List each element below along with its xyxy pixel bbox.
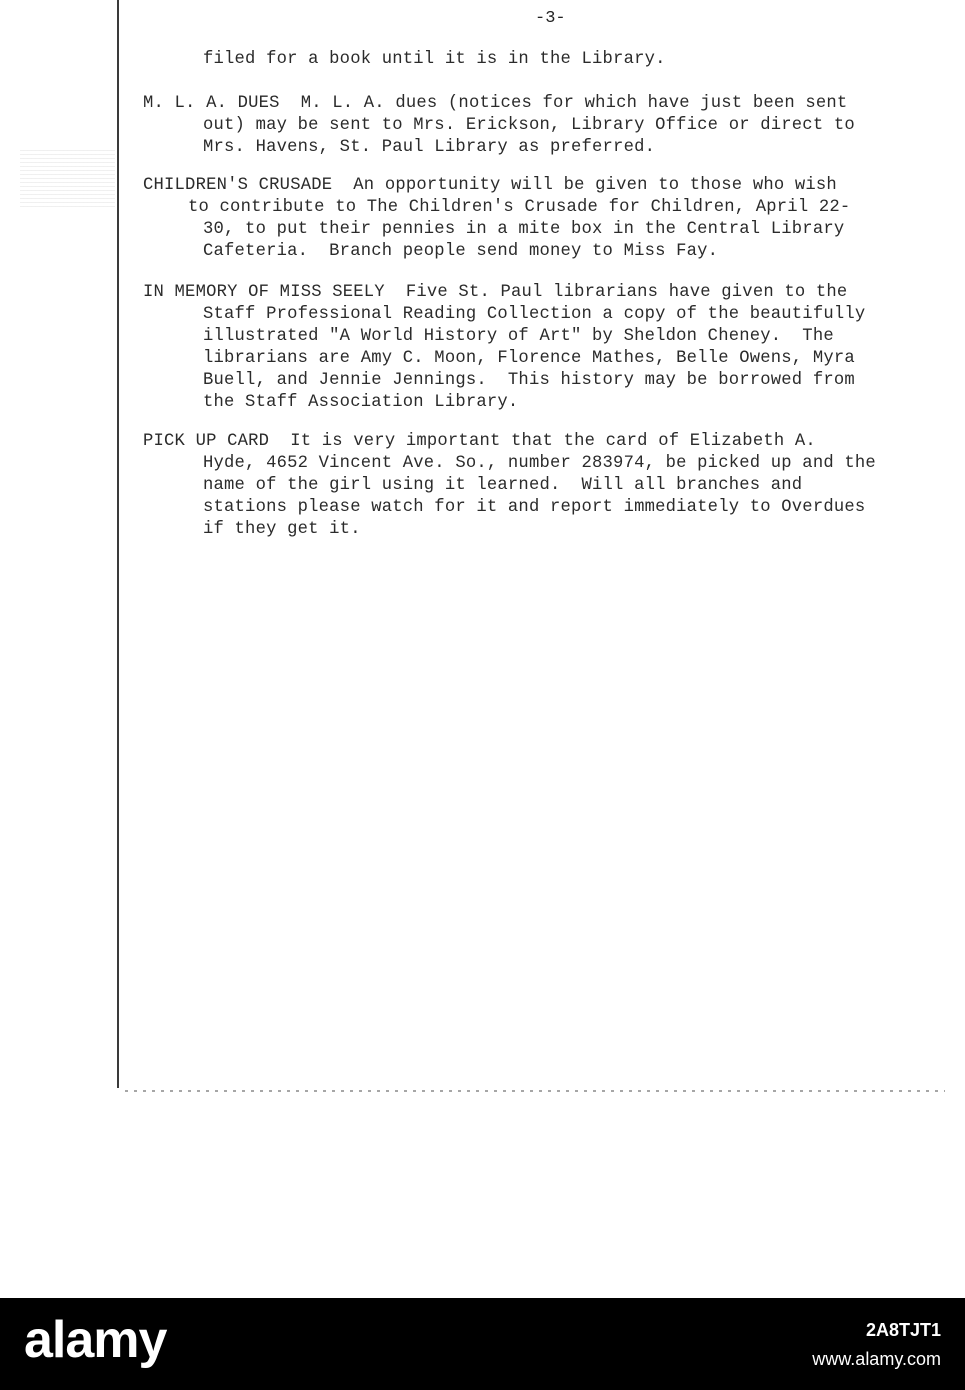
text-line: PICK UP CARD It is very important that the card of Elizabeth A.: [143, 432, 816, 451]
text-line: Staff Professional Reading Collection a copy of the beautifully: [203, 305, 866, 324]
text-line: illustrated "A World History of Art" by Sheldon Cheney. The: [203, 327, 834, 346]
text-line: stations please watch for it and report immediately to Overdues: [203, 498, 866, 517]
text-line: to contribute to The Children's Crusade for Children, April 22-: [188, 198, 851, 217]
watermark-footer: [0, 1298, 965, 1390]
alamy-logo: alamy: [24, 1311, 167, 1369]
text-line: 30, to put their pennies in a mite box in the Central Library: [203, 220, 845, 239]
text-line: name of the girl using it learned. Will all branches and: [203, 476, 803, 495]
margin-rule: [117, 0, 119, 1088]
text-line: Cafeteria. Branch people send money to Miss Fay.: [203, 242, 719, 261]
footer-url: www.alamy.com: [812, 1349, 941, 1369]
text-line: out) may be sent to Mrs. Erickson, Library Office or direct to: [203, 116, 855, 135]
text-line: the Staff Association Library.: [203, 393, 519, 412]
image-id: 2A8TJT1: [865, 1320, 941, 1340]
scan-smudge: [20, 150, 115, 210]
footer-info: [812, 1320, 941, 1370]
text-line: Buell, and Jennie Jennings. This history may be borrowed from: [203, 371, 855, 390]
text-line: filed for a book until it is in the Library.: [203, 50, 666, 69]
text-line: IN MEMORY OF MISS SEELY Five St. Paul librarians have given to the: [143, 283, 848, 302]
text-line: M. L. A. DUES M. L. A. dues (notices for which have just been sent: [143, 94, 848, 113]
text-line: Mrs. Havens, St. Paul Library as preferred.: [203, 138, 656, 157]
text-line: CHILDREN'S CRUSADE An opportunity will be given to those who wish: [143, 176, 837, 195]
page-number: -3-: [535, 9, 566, 28]
bottom-rule: [125, 1090, 945, 1092]
text-line: librarians are Amy C. Moon, Florence Mathes, Belle Owens, Myra: [203, 349, 855, 368]
text-line: Hyde, 4652 Vincent Ave. So., number 283974, be picked up and the: [203, 454, 876, 473]
text-line: if they get it.: [203, 520, 361, 539]
